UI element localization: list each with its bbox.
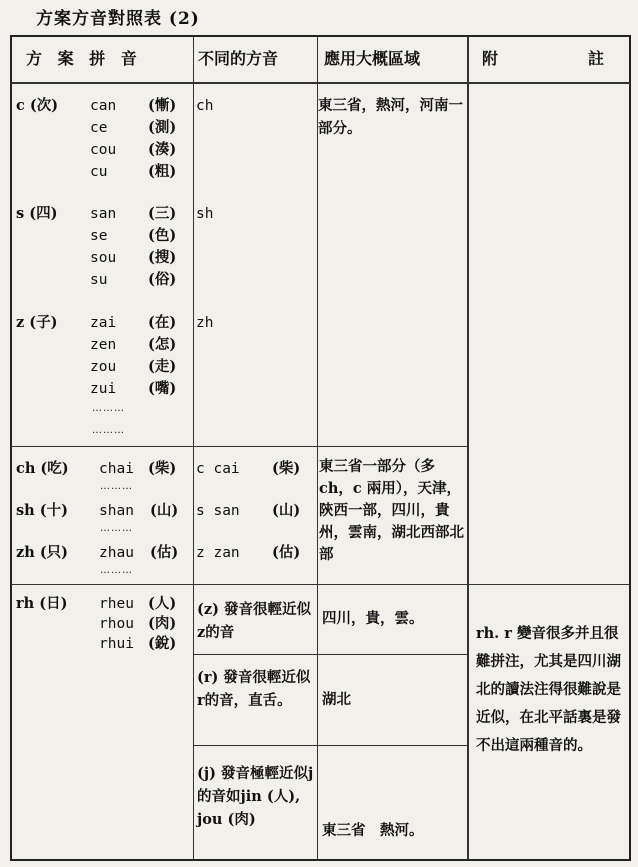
region-north: 東三省，熱河，河南一部分。 [318, 97, 463, 137]
region-rh-r: 湖北 [322, 691, 351, 708]
initial-zh: zh (只) [16, 544, 69, 561]
char-chai: (柴) [148, 460, 177, 477]
char-zai: (在) [148, 314, 177, 331]
initial-z: z (子) [16, 314, 58, 331]
pinyin-sou: sou [90, 250, 117, 266]
dialect-sh: sh [196, 206, 214, 222]
ellipsis-2: ……… [92, 425, 125, 436]
dialect-rh-r: (r) 發音很輕近似r的音，直舌。 [197, 669, 311, 709]
char-zui: (嘴) [148, 380, 177, 397]
char-rheu: (人) [148, 595, 177, 612]
pinyin-cu: cu [90, 164, 108, 180]
pinyin-cou: cou [90, 142, 117, 158]
pinyin-su: su [90, 272, 108, 288]
pinyin-ce: ce [90, 120, 108, 136]
dialect-s-san: s san [196, 503, 240, 519]
row-rule-rh [11, 584, 630, 585]
char-can: (慚) [148, 97, 177, 114]
note-rh: rh. r 變音很多并且很難拼注，尤其是四川湖北的讀法注得很難說是近似，在北平話裏是發不出這兩種音的。 [476, 625, 621, 754]
char-zen: (怎) [148, 336, 177, 353]
region-rh-z: 四川，貴，雲。 [322, 610, 424, 627]
pinyin-zen: zen [90, 337, 117, 353]
pinyin-zou: zou [90, 359, 117, 375]
header-rule [11, 82, 630, 84]
char-cou: (湊) [148, 141, 177, 158]
char-zhau: (估) [150, 544, 179, 561]
col-rule-2 [317, 36, 318, 860]
pinyin-rhou: rhou [99, 616, 134, 632]
header-region: 應用大概區域 [324, 49, 421, 68]
ellipsis-ch: ……… [100, 481, 133, 492]
pinyin-can: can [90, 98, 117, 114]
initial-rh: rh (日) [16, 595, 68, 612]
char-se: (色) [148, 227, 177, 244]
header-pinyin: 方 案 拼 音 [26, 49, 142, 68]
char-zou: (走) [148, 358, 177, 375]
dialect-rh-z: (z) 發音很輕近似z的音 [197, 601, 312, 641]
char-sou: (搜) [148, 249, 177, 266]
char-su: (俗) [148, 271, 177, 288]
pinyin-chai: chai [99, 461, 134, 477]
dialect-z-zan: z zan [196, 545, 240, 561]
dialect-char-cai: (柴) [272, 460, 301, 477]
char-cu: (粗) [148, 163, 177, 180]
dialect-rh-j: (j) 發音極輕近似j 的音如jin (人), jou (肉) [197, 765, 314, 828]
header-note-b: 註 [588, 49, 605, 68]
dialect-char-san: (山) [272, 502, 301, 519]
header-dialect: 不同的方音 [198, 49, 279, 68]
pinyin-rhui: rhui [99, 636, 134, 652]
header-note-a: 附 [482, 49, 499, 68]
row-rule-retro [11, 446, 468, 447]
char-rhou: (肉) [148, 615, 177, 632]
dialect-ch: ch [196, 98, 214, 114]
char-shan: (山) [150, 502, 179, 519]
initial-ch: ch (吃) [16, 460, 69, 477]
pinyin-san: san [90, 206, 117, 222]
sub-rule-1 [193, 654, 468, 655]
region-southwest: 東三省一部分（多 ch，c 兩用），天津，陝西一部，四川，貴州，雲南，湖北西部北部 [319, 458, 464, 563]
pinyin-zui: zui [90, 381, 117, 397]
pinyin-zai: zai [90, 315, 117, 331]
ellipsis-1: ……… [92, 403, 125, 414]
char-rhui: (銳) [148, 635, 177, 652]
ellipsis-sh: ……… [100, 523, 133, 534]
dialect-char-zan: (估) [272, 544, 301, 561]
initial-c: c (次) [16, 97, 59, 114]
ellipsis-zh: ……… [100, 565, 133, 576]
col-rule-3 [467, 36, 469, 860]
char-san: (三) [148, 205, 177, 222]
page-title: 方案方音對照表 (2) [36, 9, 200, 29]
pinyin-zhau: zhau [99, 545, 134, 561]
sub-rule-2 [193, 745, 468, 746]
initial-sh: sh (十) [16, 502, 68, 519]
char-ce: (測) [148, 119, 177, 136]
dialect-c-cai: c cai [196, 461, 240, 477]
pinyin-rheu: rheu [99, 596, 134, 612]
region-rh-j: 東三省 熱河。 [322, 822, 424, 839]
pinyin-shan: shan [99, 503, 134, 519]
pinyin-se: se [90, 228, 108, 244]
initial-s: s (四) [16, 205, 58, 222]
col-rule-1 [193, 36, 194, 860]
dialect-zh: zh [196, 315, 214, 331]
